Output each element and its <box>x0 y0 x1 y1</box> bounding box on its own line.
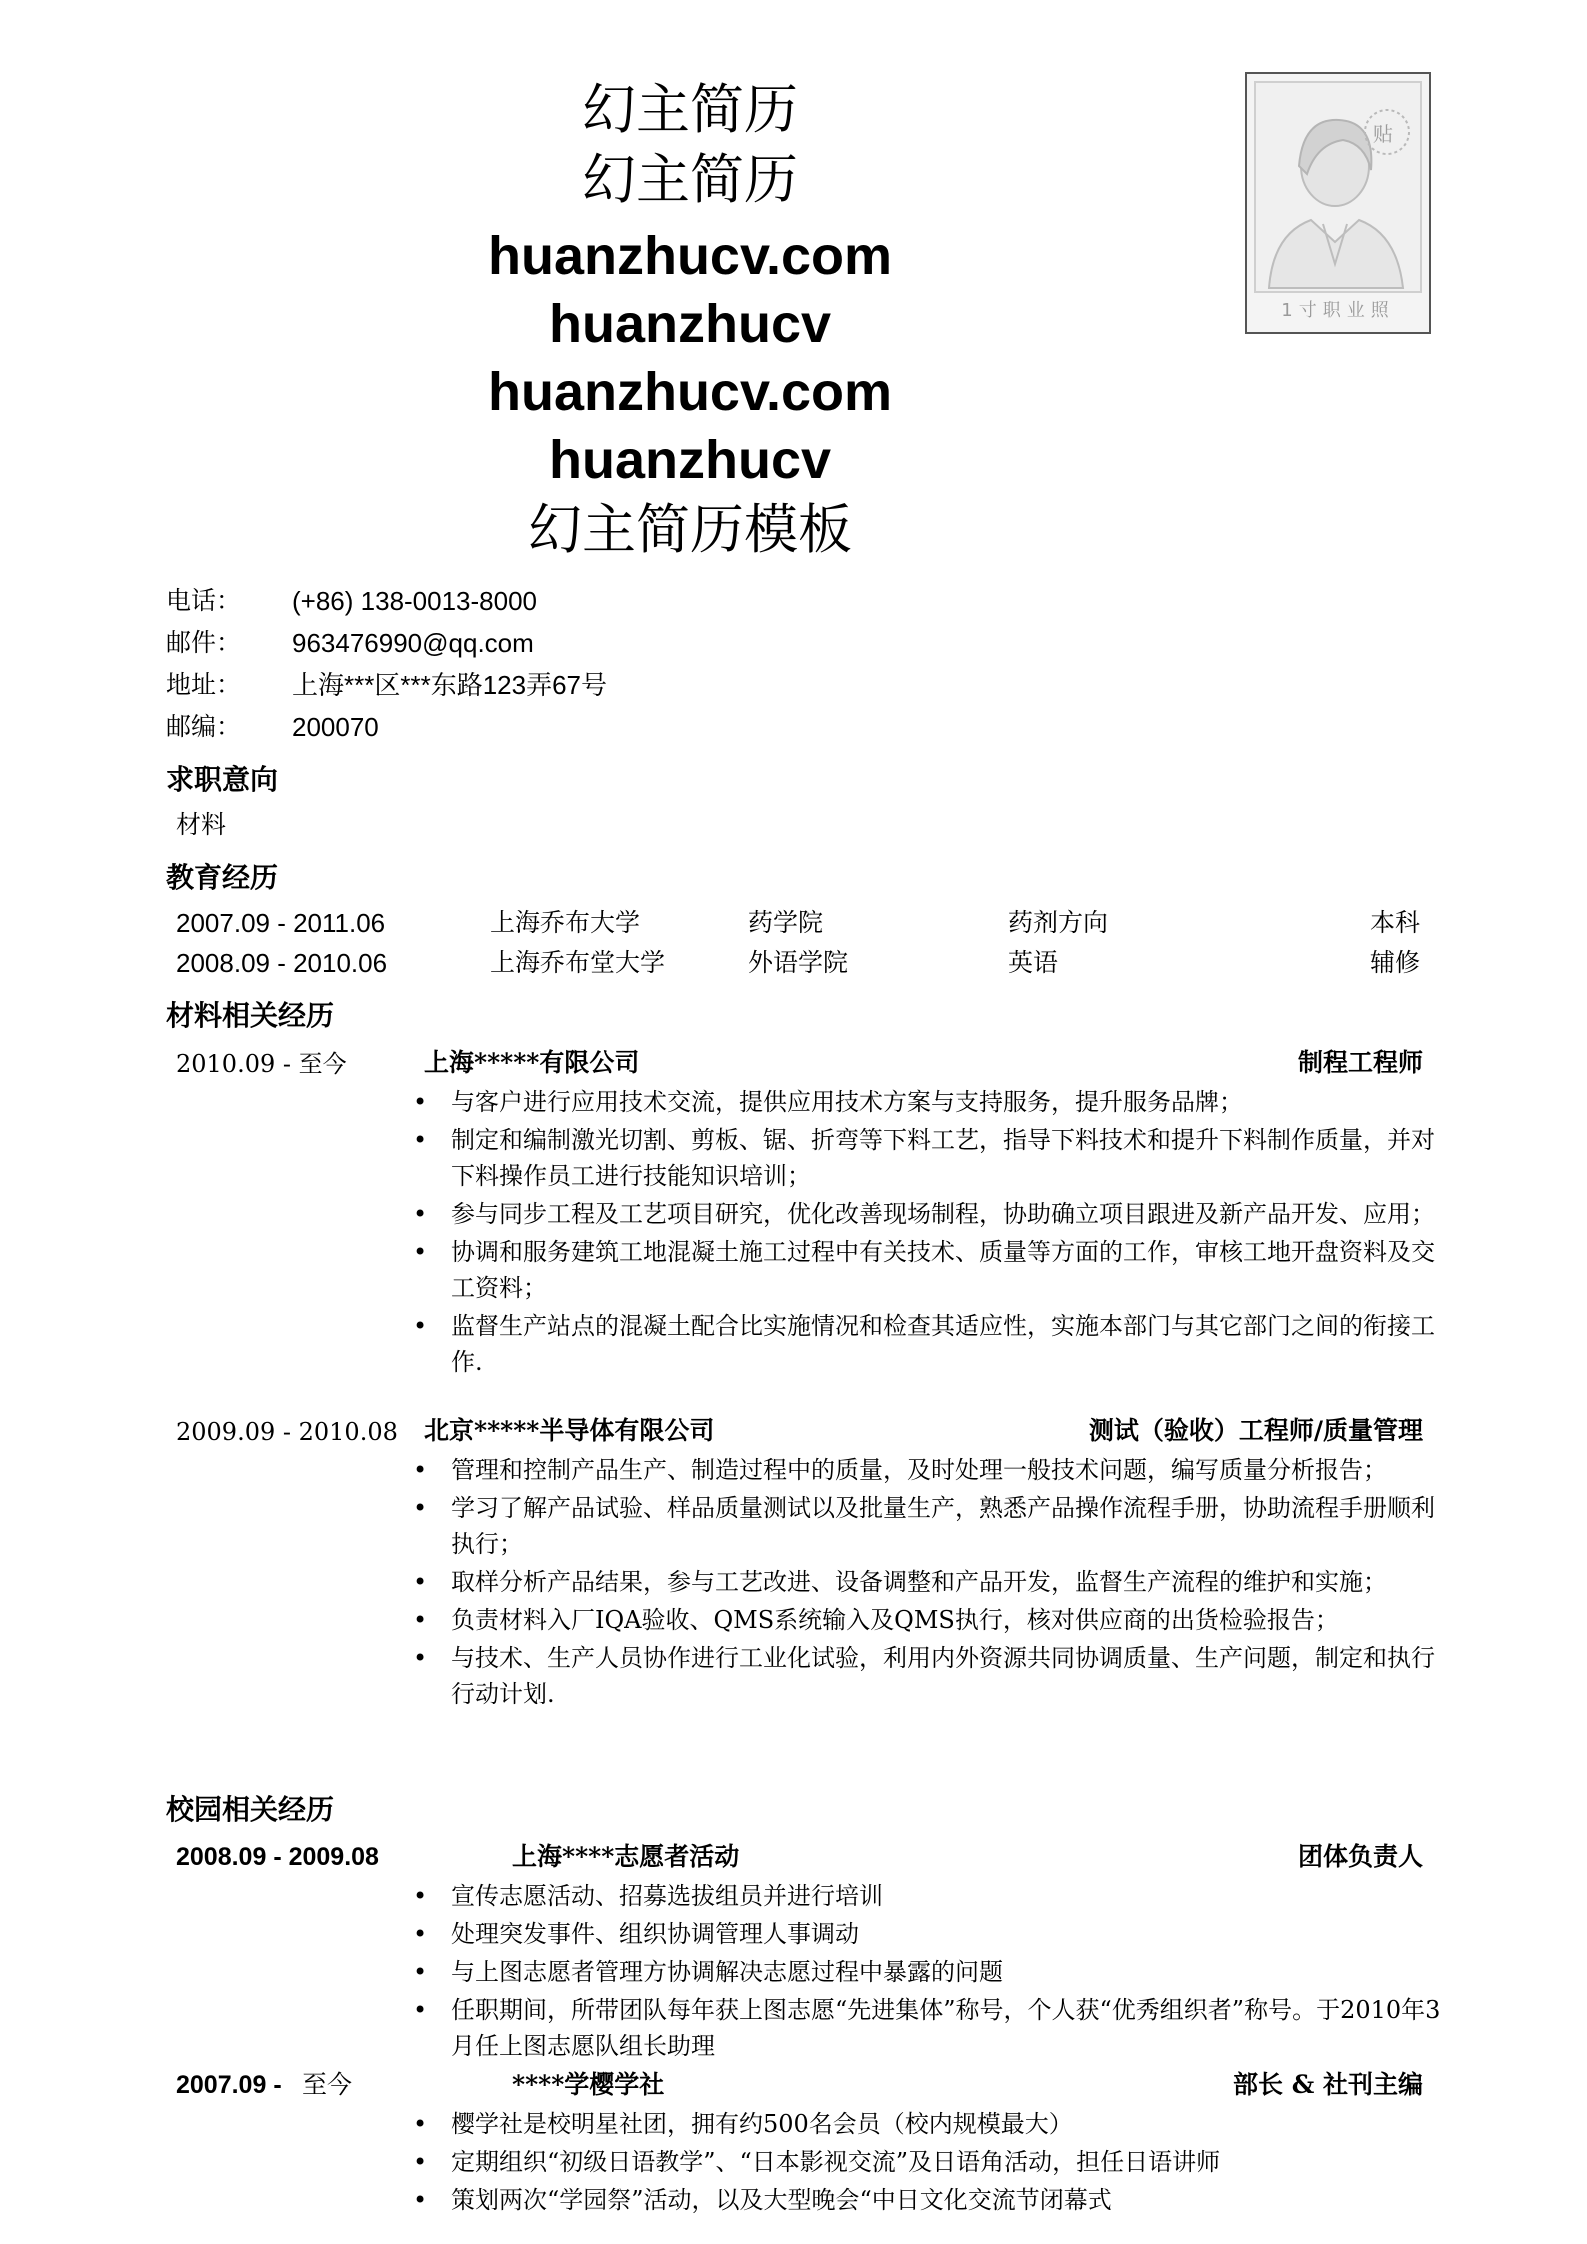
title-line-6: huanzhucv <box>548 430 832 490</box>
list-item: • 管理和控制产品生产、制造过程中的质量，及时处理一般技术问题，编写质量分析报告； <box>413 1452 1443 1488</box>
address-label: 地址： <box>166 670 242 699</box>
education-school: 上海乔布大学 <box>490 908 641 937</box>
campus-period: 2008.09 - 2009.08 <box>176 1843 379 1871</box>
campus-heading: 校园相关经历 <box>166 1793 335 1826</box>
email-label: 邮件： <box>166 628 242 657</box>
address-value: 上海***区***东路123弄67号 <box>292 670 608 700</box>
education-degree: 本科 <box>1370 908 1421 937</box>
work-role: 制程工程师 <box>1297 1048 1423 1077</box>
education-major: 药剂方向 <box>1008 908 1109 937</box>
title-line-3: huanzhucv.com <box>487 226 893 286</box>
phone-value: (+86) 138-0013-8000 <box>292 586 538 616</box>
title-line-7: 幻主简历模板 <box>528 498 852 561</box>
list-item: • 任职期间，所带团队每年获上图志愿“先进集体”称号，个人获“优秀组织者”称号。于2010年3月任上图志愿队组长助理 <box>413 1992 1443 2064</box>
list-item: • 取样分析产品结果，参与工艺改进、设备调整和产品开发，监督生产流程的维护和实施； <box>413 1564 1443 1600</box>
campus-period-start: 2007.09 - <box>176 2071 282 2099</box>
list-item: • 学习了解产品试验、样品质量测试以及批量生产，熟悉产品操作流程手册，协助流程手册顺利执行； <box>413 1490 1443 1562</box>
list-item: • 制定和编制激光切割、剪板、锯、折弯等下料工艺，指导下料技术和提升下料制作质量，并对下料操作员工进行技能知识培训； <box>413 1122 1443 1194</box>
education-period: 2007.09 - 2011.06 <box>176 908 386 938</box>
work-bullets <box>413 1452 1443 1714</box>
list-item: • 樱学社是校明星社团，拥有约500名会员（校内规模最大） <box>413 2106 1443 2142</box>
list-item: • 宣传志愿活动、招募选拔组员并进行培训 <box>413 1878 1443 1914</box>
email-value[interactable]: 963476990@qq.com <box>292 628 534 658</box>
title-line-2: 幻主简历 <box>582 148 798 211</box>
education-major: 英语 <box>1008 948 1059 977</box>
education-college: 药学院 <box>748 908 824 937</box>
campus-role: 部长 & 社刊主编 <box>1233 2070 1423 2099</box>
work-heading: 材料相关经历 <box>166 999 335 1032</box>
campus-org: 上海****志愿者活动 <box>512 1842 740 1871</box>
education-period: 2008.09 - 2010.06 <box>176 948 388 978</box>
photo-caption: 1寸职业照 <box>1281 300 1395 321</box>
list-item: • 定期组织“初级日语教学”、“日本影视交流”及日语角活动，担任日语讲师 <box>413 2144 1443 2180</box>
list-item: • 策划两次“学园祭”活动，以及大型晚会“中日文化交流节闭幕式 <box>413 2182 1443 2218</box>
education-heading: 教育经历 <box>166 861 279 894</box>
objective-heading: 求职意向 <box>166 763 279 796</box>
campus-role: 团体负责人 <box>1297 1842 1423 1871</box>
title-line-1: 幻主简历 <box>582 78 798 141</box>
work-period: 2009.09 - 2010.08 <box>176 1418 398 1446</box>
list-item: • 协调和服务建筑工地混凝土施工过程中有关技术、质量等方面的工作，审核工地开盘资料及交工资料； <box>413 1234 1443 1306</box>
list-item: • 参与同步工程及工艺项目研究，优化改善现场制程，协助确立项目跟进及新产品开发、应用； <box>413 1196 1443 1232</box>
title-line-4: huanzhucv <box>548 294 832 354</box>
work-bullets <box>413 1084 1443 1382</box>
list-item: • 与上图志愿者管理方协调解决志愿过程中暴露的问题 <box>413 1954 1443 1990</box>
list-item: • 与客户进行应用技术交流，提供应用技术方案与支持服务，提升服务品牌； <box>413 1084 1443 1120</box>
title-line-5: huanzhucv.com <box>487 362 893 422</box>
campus-bullets <box>413 1878 1443 2066</box>
work-period: 2010.09 - 至今 <box>176 1050 347 1078</box>
list-item: • 处理突发事件、组织协调管理人事调动 <box>413 1916 1443 1952</box>
list-item: • 负责材料入厂IQA验收、QMS系统输入及QMS执行，核对供应商的出货检验报告； <box>413 1602 1443 1638</box>
work-company: 上海*****有限公司 <box>424 1048 640 1077</box>
phone-label: 电话： <box>166 586 242 615</box>
objective-value: 材料 <box>176 810 227 839</box>
work-company: 北京*****半导体有限公司 <box>424 1416 715 1445</box>
work-role: 测试（验收）工程师/质量管理 <box>1088 1416 1423 1445</box>
education-college: 外语学院 <box>748 948 849 977</box>
postcode-value: 200070 <box>292 712 379 742</box>
portrait-icon <box>1247 74 1429 332</box>
education-degree: 辅修 <box>1370 948 1421 977</box>
list-item: • 监督生产站点的混凝土配合比实施情况和检查其适应性，实施本部门与其它部门之间的衔接工作. <box>413 1308 1443 1380</box>
campus-org: ****学樱学社 <box>512 2070 665 2099</box>
list-item: • 与技术、生产人员协作进行工业化试验，利用内外资源共同协调质量、生产问题，制定和执行行动计划. <box>413 1640 1443 1712</box>
campus-bullets <box>413 2106 1443 2220</box>
photo-stamp: 贴 <box>1373 122 1393 146</box>
postcode-label: 邮编： <box>166 712 242 741</box>
campus-period-end: 至今 <box>302 2070 353 2099</box>
education-school: 上海乔布堂大学 <box>490 948 666 977</box>
photo-placeholder <box>1245 72 1431 334</box>
